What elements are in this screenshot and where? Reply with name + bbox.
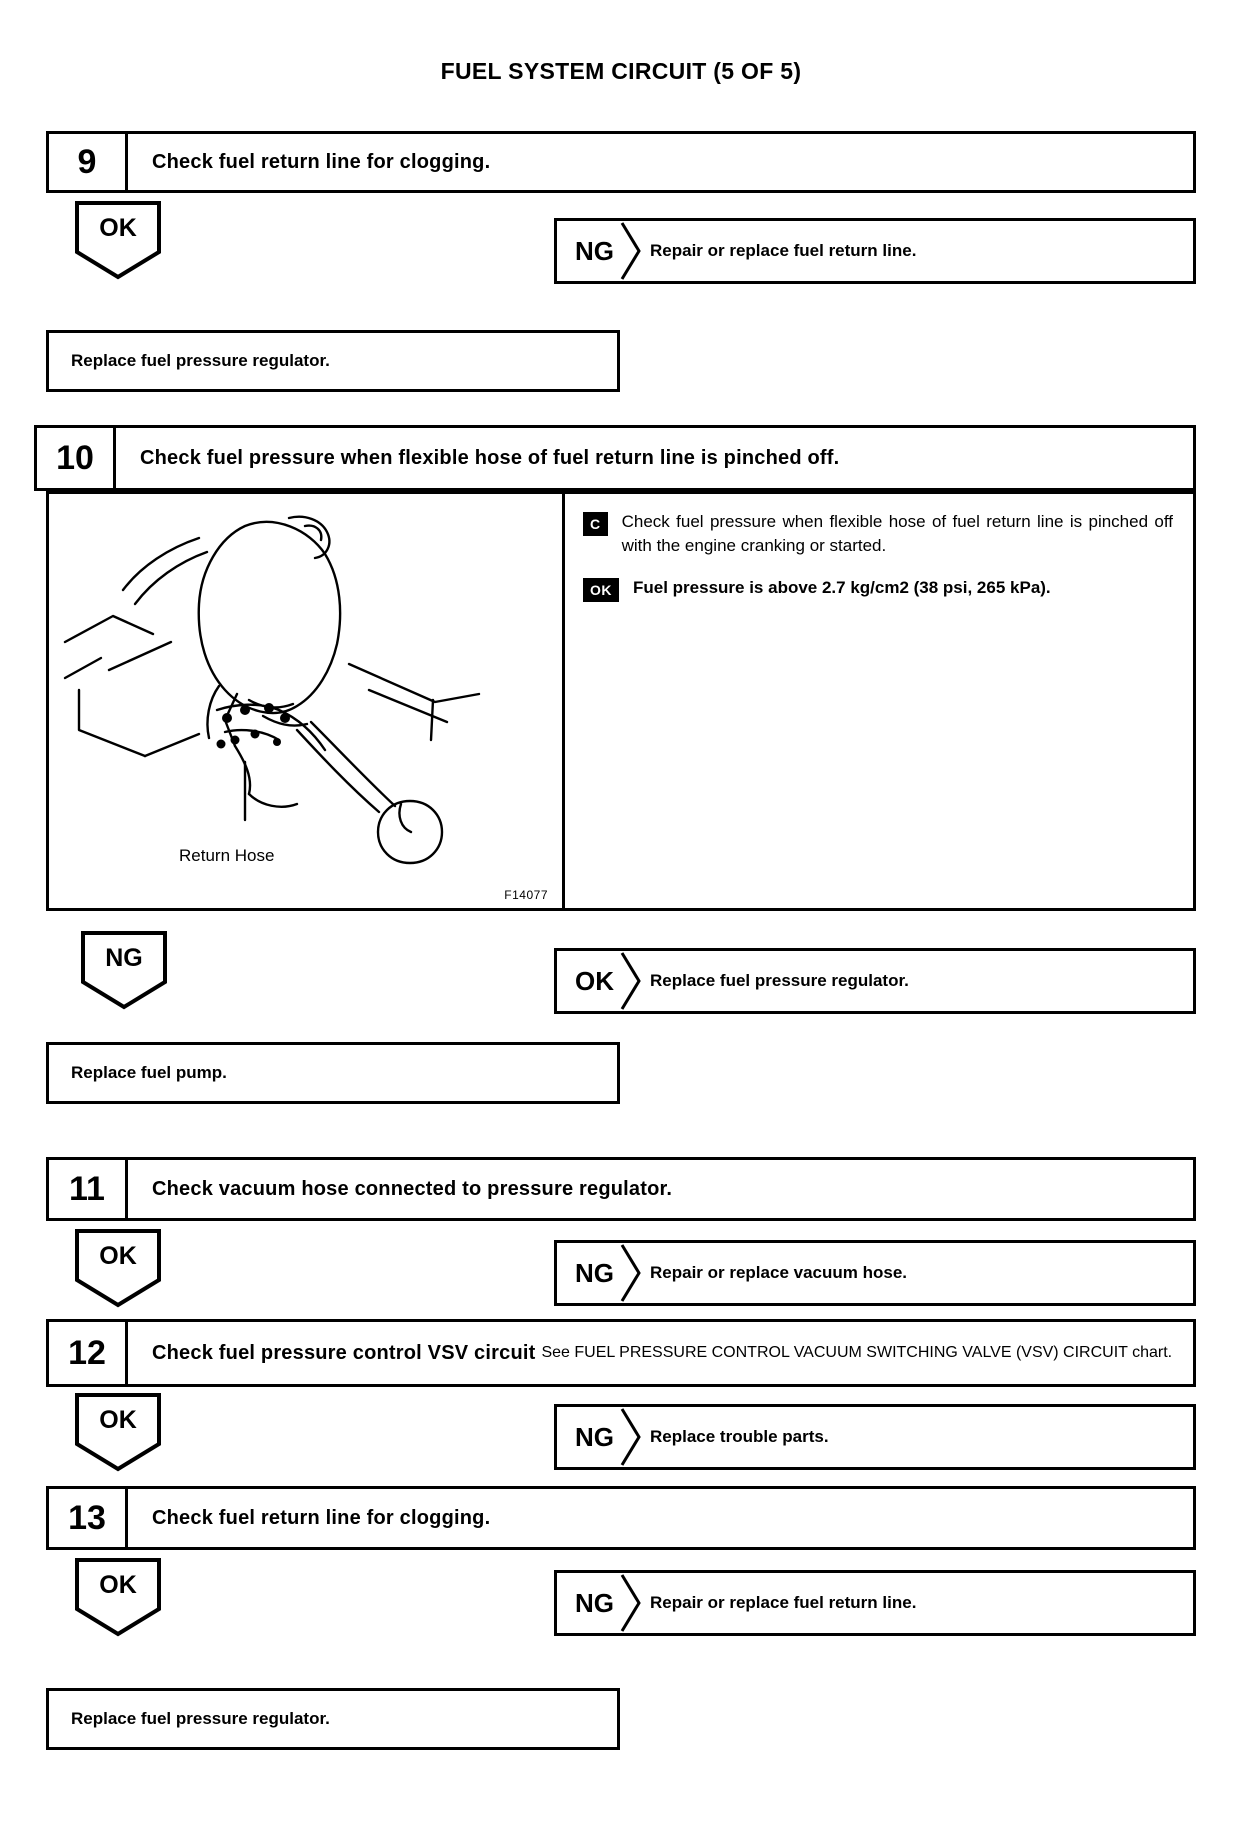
step-10-ok-text: Replace fuel pressure regulator. xyxy=(650,971,909,990)
hint-badge-ok: OK xyxy=(583,578,619,602)
ng-arrow-divider xyxy=(620,1407,640,1467)
step-10-inspection-panel xyxy=(46,491,1196,911)
figure-code: F14077 xyxy=(504,888,548,902)
step-13-ok-label: OK xyxy=(99,1570,137,1599)
step-13-ok-action: Replace fuel pressure regulator. xyxy=(46,1688,620,1750)
step-10-illustration xyxy=(49,494,565,908)
hint-row-ok xyxy=(583,576,1173,602)
step-9-ng-flag: NG xyxy=(575,235,614,266)
step-11-ok-label: OK xyxy=(99,1241,137,1270)
step-9-ok-tag xyxy=(74,200,162,280)
step-9-ng-result xyxy=(554,218,1196,284)
arrow-divider-shape xyxy=(620,1243,642,1303)
step-10-hints xyxy=(565,494,1193,908)
arrow-divider-shape xyxy=(620,1573,642,1633)
step-11-number: 11 xyxy=(49,1160,128,1218)
step-9-title: Check fuel return line for clogging. xyxy=(152,150,491,173)
arrow-divider-shape xyxy=(620,221,642,281)
step-12-ng-result xyxy=(554,1404,1196,1470)
step-12-ng-text: Replace trouble parts. xyxy=(650,1427,829,1446)
step-13-ng-flag: NG xyxy=(575,1587,614,1618)
return-hose-diagram xyxy=(49,494,565,908)
step-10-ng-tag xyxy=(80,930,168,1010)
step-11-ok-tag xyxy=(74,1228,162,1308)
step-11-ng-flag: NG xyxy=(575,1257,614,1288)
step-9-ok-action: Replace fuel pressure regulator. xyxy=(46,330,620,392)
step-12-header xyxy=(46,1319,1196,1387)
step-13-header xyxy=(46,1486,1196,1550)
step-13-number: 13 xyxy=(49,1489,128,1547)
hint-text-ok: Fuel pressure is above 2.7 kg/cm2 (38 psi, 265 kPa). xyxy=(633,577,1051,597)
step-10-ng-action: Replace fuel pump. xyxy=(46,1042,620,1104)
arrow-divider-shape xyxy=(620,951,642,1011)
hint-row-check xyxy=(583,510,1173,558)
step-13-ok-tag xyxy=(74,1557,162,1637)
step-13-ng-result xyxy=(554,1570,1196,1636)
ng-arrow-divider xyxy=(620,221,640,281)
step-10-header xyxy=(34,425,1196,491)
step-9-number: 9 xyxy=(49,134,128,190)
step-9-ng-text: Repair or replace fuel return line. xyxy=(650,241,917,260)
step-11-ng-result xyxy=(554,1240,1196,1306)
hint-text-check: Check fuel pressure when flexible hose of fuel return line is pinched off with the engine cranking or started. xyxy=(621,512,1173,555)
step-9-header xyxy=(46,131,1196,193)
ng-arrow-divider xyxy=(620,1243,640,1303)
step-11-header xyxy=(46,1157,1196,1221)
ok-arrow-divider xyxy=(620,951,640,1011)
step-12-number: 12 xyxy=(49,1322,128,1384)
step-9-ok-label: OK xyxy=(99,213,137,242)
step-12-ok-tag xyxy=(74,1392,162,1472)
page-title: FUEL SYSTEM CIRCUIT (5 OF 5) xyxy=(440,58,802,84)
step-10-ng-label: NG xyxy=(105,943,143,972)
return-hose-label: Return Hose xyxy=(179,846,275,865)
step-10-number: 10 xyxy=(37,428,116,488)
step-11-ng-text: Repair or replace vacuum hose. xyxy=(650,1263,907,1282)
step-11-title: Check vacuum hose connected to pressure regulator. xyxy=(152,1177,673,1200)
arrow-divider-shape xyxy=(620,1407,642,1467)
ng-arrow-divider xyxy=(620,1573,640,1633)
step-12-ng-flag: NG xyxy=(575,1421,614,1452)
step-10-ok-flag: OK xyxy=(575,965,614,996)
step-12-note: See FUEL PRESSURE CONTROL VACUUM SWITCHING VALVE (VSV) CIRCUIT chart. xyxy=(541,1343,1173,1361)
step-13-ng-text: Repair or replace fuel return line. xyxy=(650,1593,917,1612)
step-12-title: Check fuel pressure control VSV circuit xyxy=(152,1341,536,1364)
step-13-title: Check fuel return line for clogging. xyxy=(152,1506,491,1529)
step-12-ok-label: OK xyxy=(99,1405,137,1434)
step-10-title: Check fuel pressure when flexible hose of fuel return line is pinched off. xyxy=(140,446,840,469)
hint-badge-c: C xyxy=(583,512,608,536)
step-10-ok-result xyxy=(554,948,1196,1014)
